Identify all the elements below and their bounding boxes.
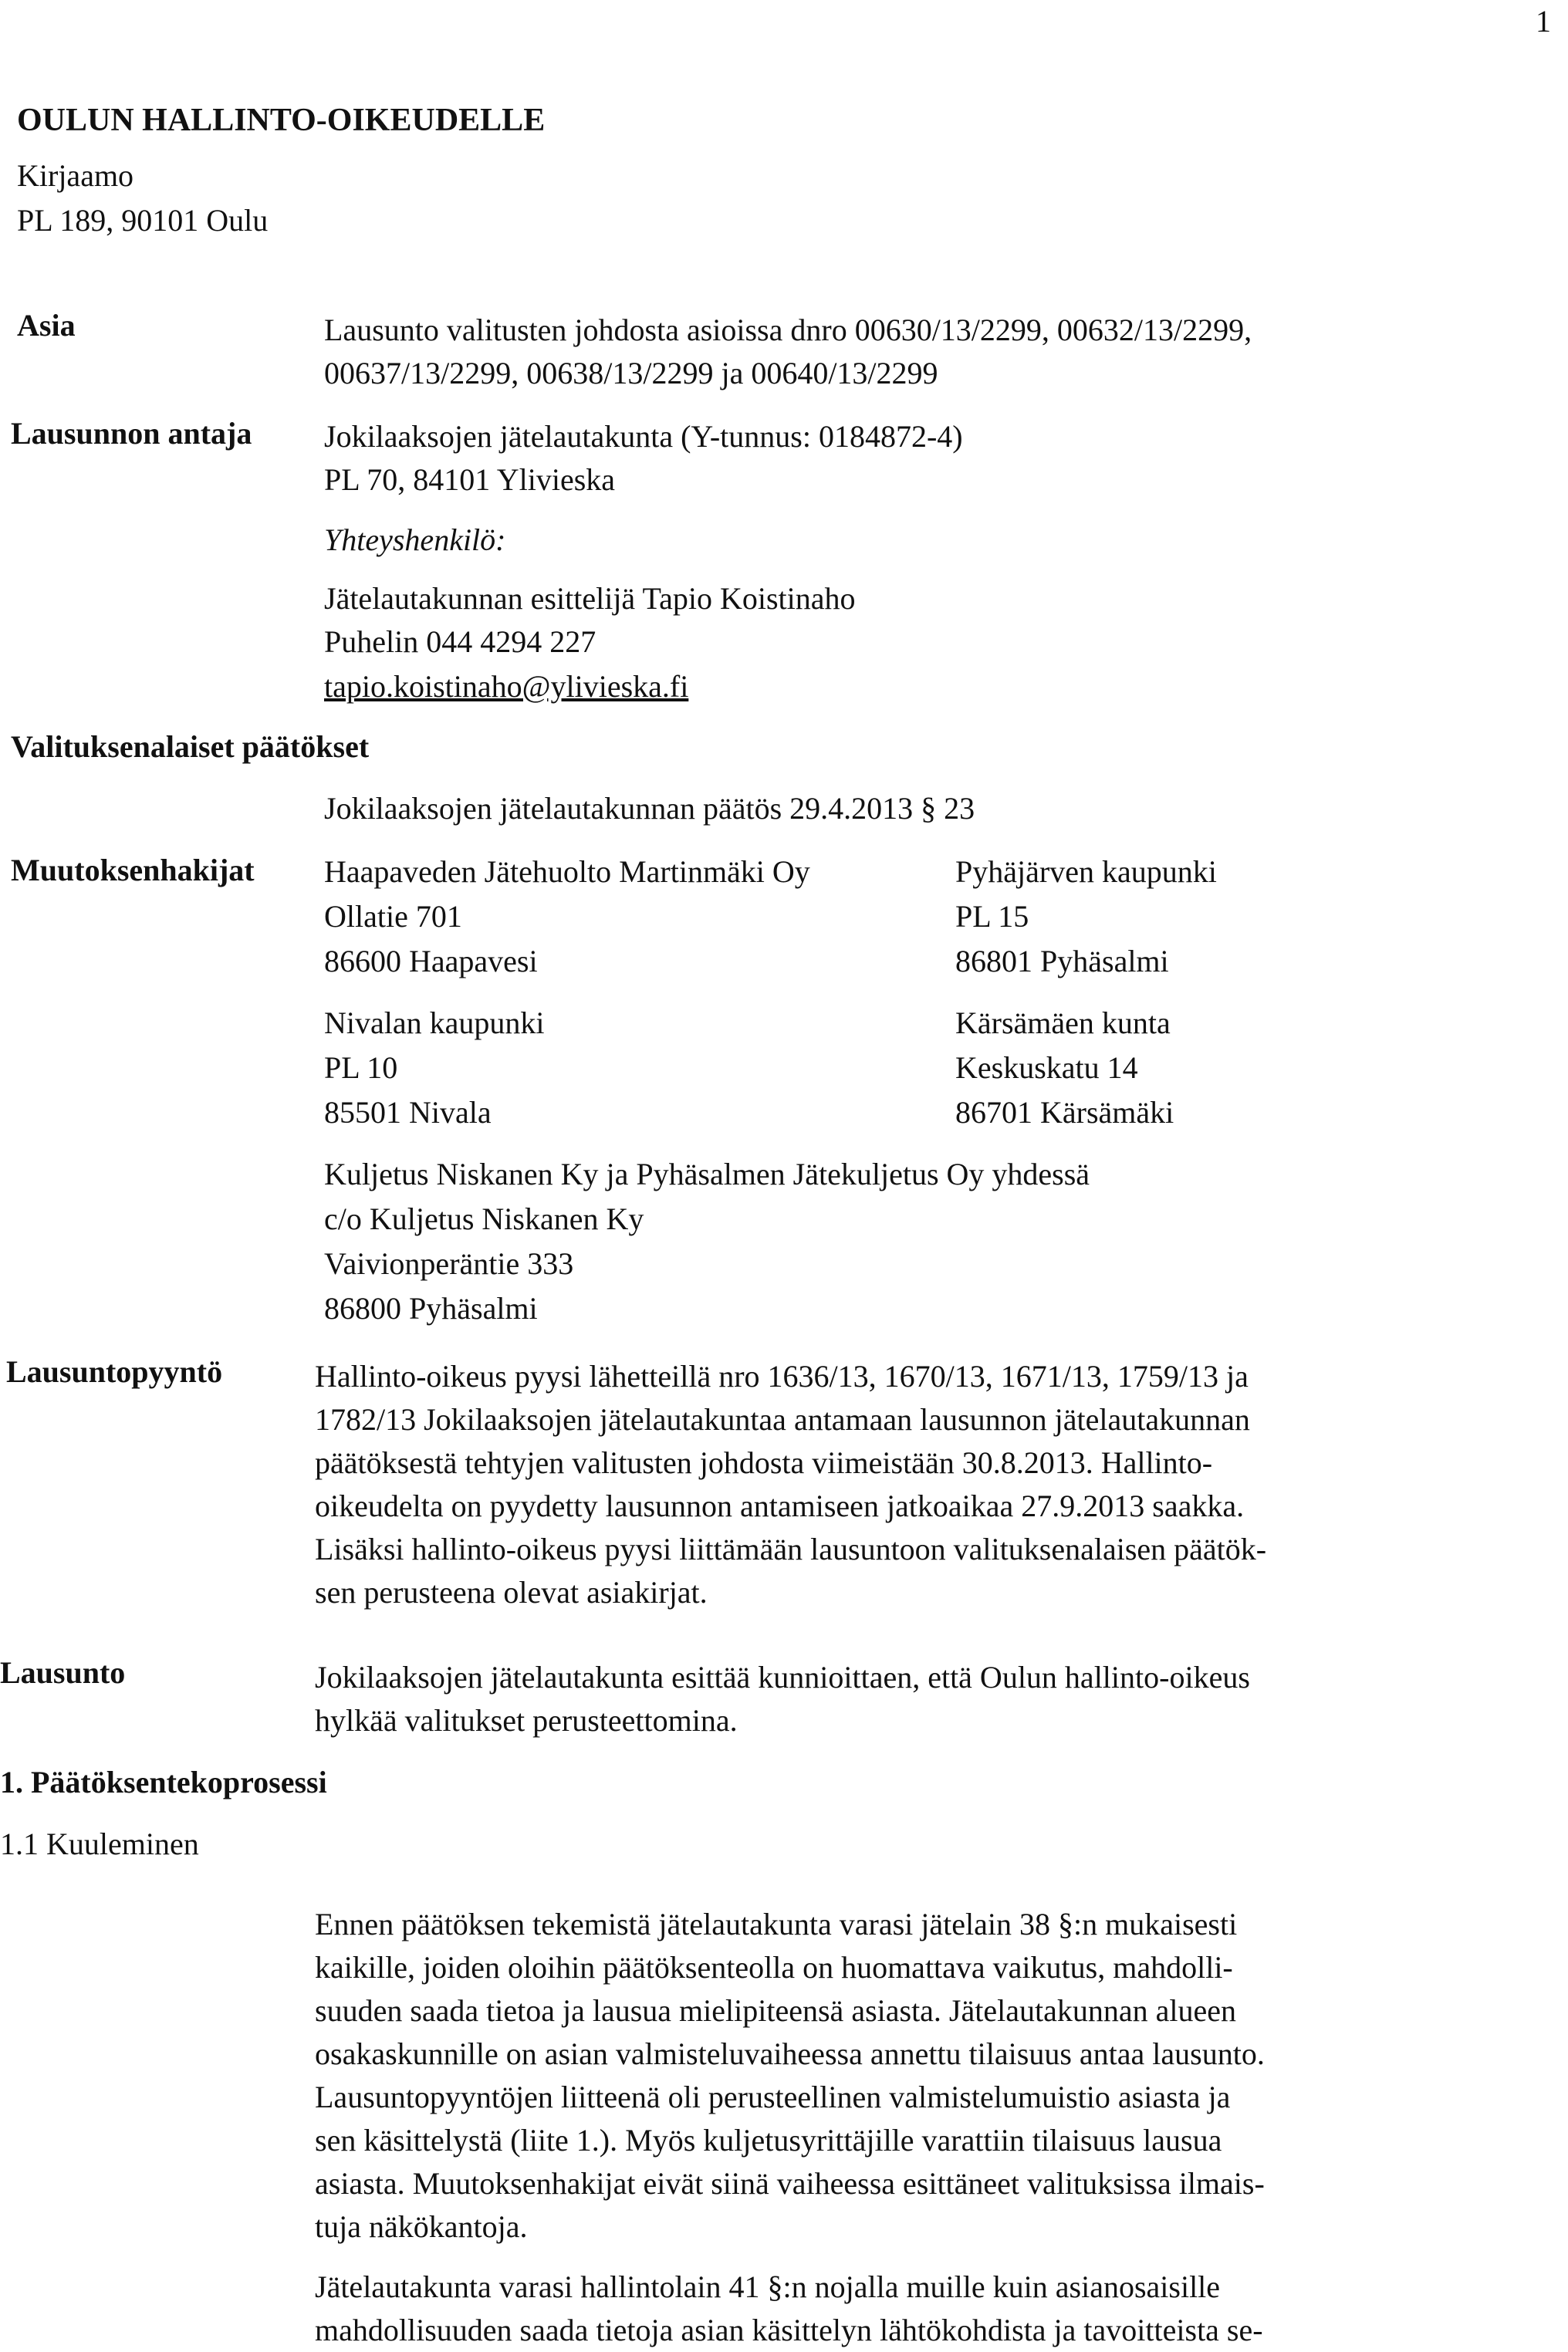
paragraph-line: suuden saada tietoa ja lausua mielipiteensä asiasta. Jätelautakunnan alueen bbox=[315, 1993, 1236, 2028]
appellant-line: Nivalan kaupunki bbox=[324, 1005, 545, 1040]
paragraph-line: Jätelautakunta varasi hallintolain 41 §:n nojalla muille kuin asianosaisille bbox=[315, 2269, 1221, 2304]
asia-line-1: Lausunto valitusten johdosta asioissa dnro 00630/13/2299, 00632/13/2299, bbox=[324, 313, 1252, 347]
subsection-heading: 1.1 Kuuleminen bbox=[0, 1827, 199, 1861]
valituksenalaiset-text: Jokilaaksojen jätelautakunnan päätös 29.4.2013 § 23 bbox=[324, 791, 975, 826]
appellant-line: PL 15 bbox=[955, 899, 1029, 934]
paragraph-line: Ennen päätöksen tekemistä jätelautakunta varasi jätelain 38 §:n mukaisesti bbox=[315, 1907, 1238, 1941]
contact-label: Yhteyshenkilö: bbox=[324, 522, 506, 557]
appellant-line: Ollatie 701 bbox=[324, 899, 462, 934]
appellant-line: Kärsämäen kunta bbox=[955, 1005, 1171, 1040]
contact-phone: Puhelin 044 4294 227 bbox=[324, 624, 596, 659]
appellant-line: c/o Kuljetus Niskanen Ky bbox=[324, 1201, 644, 1236]
paragraph-line: tuja näkökantoja. bbox=[315, 2209, 528, 2244]
page-number: 1 bbox=[1536, 4, 1551, 39]
appellant-line: Pyhäjärven kaupunki bbox=[955, 854, 1217, 889]
paragraph-line: asiasta. Muutoksenhakijat eivät siinä vaiheessa esittäneet valituksissa ilmais- bbox=[315, 2166, 1265, 2201]
paragraph-line: Jokilaaksojen jätelautakunta esittää kunnioittaen, että Oulun hallinto-oikeus bbox=[315, 1660, 1250, 1695]
contact-email-link[interactable]: tapio.koistinaho@ylivieska.fi bbox=[324, 669, 689, 704]
appellant-line: 86800 Pyhäsalmi bbox=[324, 1291, 538, 1326]
contact-name: Jätelautakunnan esittelijä Tapio Koistinaho bbox=[324, 581, 856, 616]
appellant-line: Keskuskatu 14 bbox=[955, 1050, 1138, 1085]
recipient-name: OULUN HALLINTO-OIKEUDELLE bbox=[17, 103, 546, 138]
paragraph-line: sen perusteena olevat asiakirjat. bbox=[315, 1575, 708, 1610]
asia-label: Asia bbox=[17, 308, 76, 343]
appellant-line: Vaivionperäntie 333 bbox=[324, 1246, 574, 1281]
valituksenalaiset-label: Valituksenalaiset päätökset bbox=[11, 729, 370, 764]
antaja-org: Jokilaaksojen jätelautakunta (Y-tunnus: 0184872-4) bbox=[324, 419, 963, 454]
section-heading: 1. Päätöksentekoprosessi bbox=[0, 1765, 327, 1799]
antaja-address: PL 70, 84101 Ylivieska bbox=[324, 462, 616, 497]
appellant-line: 86801 Pyhäsalmi bbox=[955, 944, 1169, 978]
appellant-line: 85501 Nivala bbox=[324, 1095, 492, 1130]
paragraph-line: päätöksestä tehtyjen valitusten johdosta viimeistään 30.8.2013. Hallinto- bbox=[315, 1445, 1213, 1480]
recipient-address: PL 189, 90101 Oulu bbox=[17, 203, 269, 238]
appellant-line: PL 10 bbox=[324, 1050, 398, 1085]
lausunnon-antaja-label: Lausunnon antaja bbox=[11, 416, 252, 451]
appellant-line: Haapaveden Jätehuolto Martinmäki Oy bbox=[324, 854, 810, 889]
appellant-line: Kuljetus Niskanen Ky ja Pyhäsalmen Jätekuljetus Oy yhdessä bbox=[324, 1157, 1090, 1191]
paragraph-line: oikeudelta on pyydetty lausunnon antamiseen jatkoaikaa 27.9.2013 saakka. bbox=[315, 1489, 1245, 1523]
paragraph-line: 1782/13 Jokilaaksojen jätelautakuntaa antamaan lausunnon jätelautakunnan bbox=[315, 1402, 1250, 1437]
asia-line-2: 00637/13/2299, 00638/13/2299 ja 00640/13/2299 bbox=[324, 356, 938, 390]
paragraph-line: osakaskunnille on asian valmisteluvaiheessa annettu tilaisuus antaa lausunto. bbox=[315, 2036, 1265, 2071]
paragraph-line: hylkää valitukset perusteettomina. bbox=[315, 1703, 738, 1738]
appellant-line: 86600 Haapavesi bbox=[324, 944, 538, 978]
recipient-department: Kirjaamo bbox=[17, 158, 134, 193]
lausuntopyynto-label: Lausuntopyyntö bbox=[6, 1354, 223, 1389]
muutoksenhakijat-label: Muutoksenhakijat bbox=[11, 853, 255, 887]
paragraph-line: mahdollisuuden saada tietoja asian käsittelyn lähtökohdista ja tavoitteista se- bbox=[315, 2313, 1263, 2347]
paragraph-line: kaikille, joiden oloihin päätöksenteolla on huomattava vaikutus, mahdolli- bbox=[315, 1950, 1233, 1985]
lausunto-label: Lausunto bbox=[0, 1655, 126, 1690]
appellant-line: 86701 Kärsämäki bbox=[955, 1095, 1174, 1130]
paragraph-line: Lisäksi hallinto-oikeus pyysi liittämään lausuntoon valituksenalaisen päätök- bbox=[315, 1532, 1267, 1566]
paragraph-line: Lausuntopyyntöjen liitteenä oli perusteellinen valmistelumuistio asiasta ja bbox=[315, 2080, 1231, 2114]
paragraph-line: sen käsittelystä (liite 1.). Myös kuljetusyrittäjille varattiin tilaisuus lausua bbox=[315, 2123, 1222, 2158]
paragraph-line: Hallinto-oikeus pyysi lähetteillä nro 1636/13, 1670/13, 1671/13, 1759/13 ja bbox=[315, 1359, 1249, 1394]
